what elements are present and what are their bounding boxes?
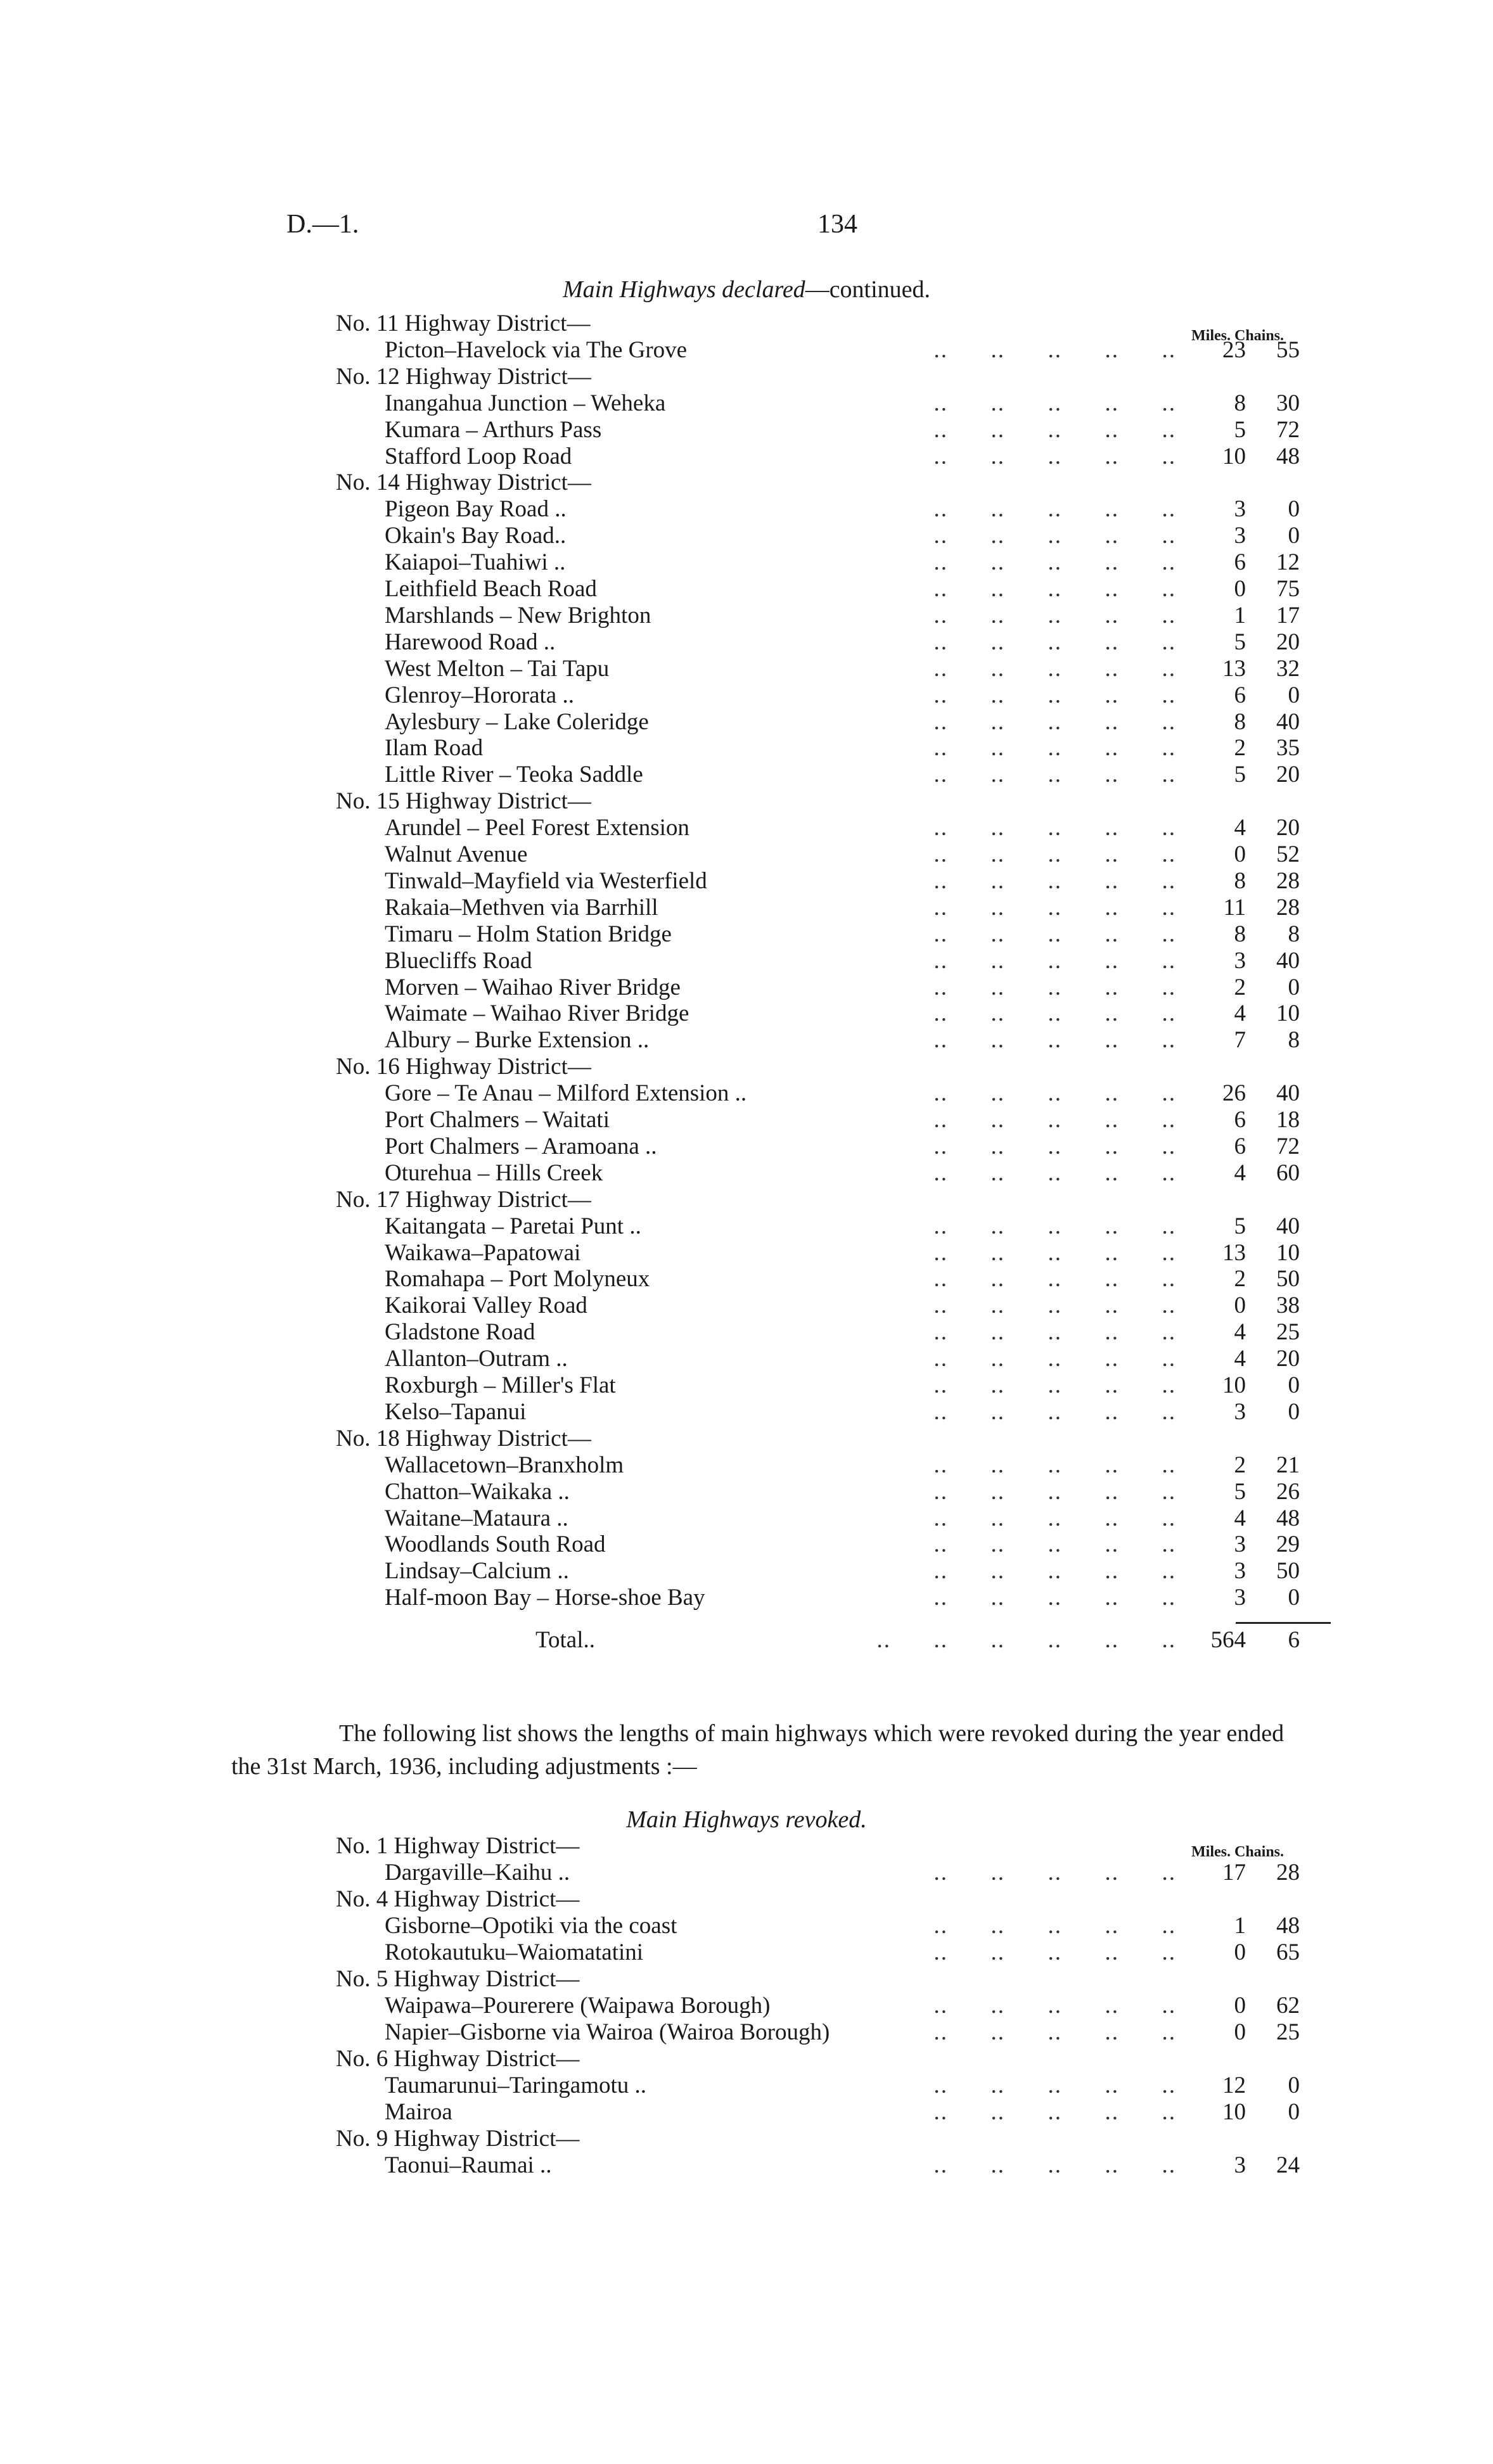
highway-name: Leithfield Beach Road: [385, 576, 597, 602]
highway-name: Waimate – Waihao River Bridge: [385, 1000, 689, 1027]
highway-name: Glenroy–Hororata ..: [385, 682, 574, 708]
miles-value: 11: [1223, 894, 1246, 921]
chains-value: 12: [1276, 549, 1300, 576]
declared-section-title: [0, 276, 1493, 303]
leader-dots: .. .. .. .. ..: [933, 841, 1176, 867]
highway-row: [0, 841, 1493, 868]
miles-value: 6: [1234, 549, 1246, 576]
leader-dots: .. .. .. .. ..: [933, 1000, 1176, 1027]
chains-value: 28: [1276, 894, 1300, 921]
highway-row: [0, 709, 1493, 736]
highway-row: [0, 815, 1493, 841]
leader-dots: .. .. .. .. ..: [933, 2152, 1176, 2178]
leader-dots: .. .. .. .. ..: [933, 1133, 1176, 1159]
chains-value: 10: [1276, 1000, 1300, 1027]
highway-row: [0, 682, 1493, 709]
highway-row: [0, 1993, 1493, 2019]
district-heading-row: [0, 1426, 1493, 1452]
highway-row: [0, 603, 1493, 629]
highway-row: [0, 629, 1493, 656]
highway-name: Tinwald–Mayfield via Westerfield: [385, 867, 707, 894]
highway-row: [0, 1399, 1493, 1426]
miles-value: 2: [1234, 1266, 1246, 1293]
chains-value: 48: [1276, 1505, 1300, 1531]
highway-row: [0, 1160, 1493, 1187]
district-heading-row: [0, 2046, 1493, 2072]
revoked-title-italic: Main Highways revoked.: [626, 1806, 867, 1833]
highway-row: [0, 1860, 1493, 1886]
miles-value: 8: [1234, 708, 1246, 735]
highway-row: [0, 549, 1493, 576]
chains-value: 25: [1276, 1319, 1300, 1346]
chains-value: 28: [1276, 867, 1300, 894]
district-heading-row: [0, 1187, 1493, 1213]
leader-dots: .. .. .. .. ..: [933, 655, 1176, 682]
highway-name: Mairoa: [385, 2099, 452, 2125]
chains-value: 0: [1288, 682, 1300, 708]
highway-row: [0, 868, 1493, 895]
miles-value: 1: [1234, 1913, 1246, 1939]
highway-name: Timaru – Holm Station Bridge: [385, 921, 672, 947]
highway-row: [0, 2152, 1493, 2179]
paragraph-line-2: the 31st March, 1936, including adjustments :—: [231, 1753, 697, 1780]
highway-name: Dargaville–Kaihu ..: [385, 1860, 570, 1886]
miles-value: 13: [1222, 655, 1246, 682]
highway-row: [0, 1531, 1493, 1558]
highway-row: [0, 948, 1493, 974]
miles-value: 3: [1234, 523, 1246, 549]
leader-dots: .. .. .. .. ..: [933, 735, 1176, 762]
miles-value: 12: [1222, 2072, 1246, 2098]
leader-dots: .. .. .. .. ..: [933, 549, 1176, 576]
miles-value: 0: [1234, 576, 1246, 602]
highway-name: Pigeon Bay Road ..: [385, 496, 567, 523]
highway-row: [0, 1913, 1493, 1939]
miles-value: 4: [1234, 1000, 1246, 1027]
leader-dots: .. .. .. .. ..: [933, 523, 1176, 549]
highway-row: [0, 496, 1493, 523]
highway-name: Morven – Waihao River Bridge: [385, 974, 681, 1000]
highway-name: Kaikorai Valley Road: [385, 1293, 587, 1319]
chains-value: 0: [1288, 1398, 1300, 1425]
miles-value: 5: [1234, 762, 1246, 788]
miles-value: 3: [1234, 947, 1246, 974]
leader-dots: .. .. .. .. ..: [933, 1585, 1176, 1611]
chains-value: 35: [1276, 735, 1300, 762]
chains-value: 0: [1288, 523, 1300, 549]
miles-value: 5: [1234, 1478, 1246, 1505]
highway-row: [0, 1479, 1493, 1505]
highway-row: [0, 1505, 1493, 1532]
highway-row: [0, 1452, 1493, 1479]
leader-dots: .. .. .. .. ..: [933, 1939, 1176, 1965]
highway-row: [0, 337, 1493, 364]
district-heading: No. 5 Highway District—: [336, 1966, 580, 1992]
leader-dots: .. .. .. .. ..: [933, 2072, 1176, 2098]
highway-row: [0, 1080, 1493, 1107]
highway-row: [0, 417, 1493, 444]
highway-name: Allanton–Outram ..: [385, 1346, 568, 1372]
highway-row: [0, 1585, 1493, 1611]
chains-value: 0: [1288, 496, 1300, 523]
declared-title-suffix: —continued.: [805, 276, 931, 303]
highway-name: Woodlands South Road: [385, 1531, 606, 1558]
highway-name: Chatton–Waikaka ..: [385, 1478, 570, 1505]
highway-name: Picton–Havelock via The Grove: [385, 336, 688, 363]
highway-row: [0, 390, 1493, 417]
district-heading-row: [0, 1966, 1493, 1993]
district-heading-row: [0, 1886, 1493, 1913]
highway-name: Wallacetown–Branxholm: [385, 1452, 624, 1478]
district-heading: No. 14 Highway District—: [336, 469, 591, 496]
highway-row: [0, 2099, 1493, 2126]
leader-dots: .. .. .. .. ..: [933, 974, 1176, 1000]
highway-row: [0, 1346, 1493, 1372]
miles-value: 7: [1234, 1027, 1246, 1054]
chains-value: 0: [1288, 1372, 1300, 1398]
chains-value: 52: [1276, 841, 1300, 867]
leader-dots: .. .. .. .. ..: [933, 443, 1176, 469]
district-heading: No. 11 Highway District—: [336, 310, 591, 336]
highway-row: [0, 762, 1493, 788]
highway-name: Rotokautuku–Waiomatatini: [385, 1939, 644, 1965]
leader-dots: .. .. .. .. ..: [933, 336, 1176, 363]
chains-value: 8: [1288, 921, 1300, 947]
chains-value: 20: [1276, 629, 1300, 655]
highway-name: Harewood Road ..: [385, 629, 556, 655]
miles-value: 4: [1234, 1319, 1246, 1346]
chains-value: 29: [1276, 1531, 1300, 1558]
highway-row: [0, 444, 1493, 470]
highway-name: Romahapa – Port Molyneux: [385, 1266, 650, 1293]
chains-column-header: Chains.: [1234, 1844, 1285, 1860]
highway-row: [0, 1107, 1493, 1133]
leader-dots: .. .. .. .. ..: [933, 815, 1176, 841]
highway-name: Port Chalmers – Waitati: [385, 1107, 610, 1133]
district-heading: No. 1 Highway District—: [336, 1833, 580, 1859]
highway-row: [0, 1939, 1493, 1966]
miles-value: 2: [1234, 1452, 1246, 1478]
miles-value: 2: [1234, 735, 1246, 762]
miles-value: 4: [1234, 815, 1246, 841]
highway-name: Little River – Teoka Saddle: [385, 762, 643, 788]
highway-row: [0, 1027, 1493, 1054]
leader-dots: .. .. .. .. ..: [933, 1993, 1176, 2019]
leader-dots: .. .. .. .. ..: [933, 602, 1176, 629]
miles-value: 10: [1222, 1372, 1246, 1398]
leader-dots: .. .. .. .. ..: [933, 1478, 1176, 1505]
highway-row: [0, 656, 1493, 682]
miles-value: 10: [1222, 443, 1246, 469]
chains-value: 25: [1276, 2019, 1300, 2045]
leader-dots: .. .. .. .. ..: [933, 1239, 1176, 1266]
highway-name: Bluecliffs Road: [385, 947, 532, 974]
chains-value: 40: [1276, 947, 1300, 974]
chains-value: 10: [1276, 1239, 1300, 1266]
leader-dots: .. .. .. .. ..: [933, 921, 1176, 947]
highway-name: Lindsay–Calcium ..: [385, 1558, 569, 1585]
leader-dots: .. .. .. .. ..: [933, 2019, 1176, 2045]
leader-dots: .. .. .. .. ..: [933, 762, 1176, 788]
highway-name: Ilam Road: [385, 735, 484, 762]
district-heading: No. 12 Highway District—: [336, 363, 591, 390]
revoked-intro-paragraph: [231, 1717, 1400, 1783]
highway-row: [0, 895, 1493, 921]
chains-value: 18: [1276, 1107, 1300, 1133]
highway-name: Stafford Loop Road: [385, 443, 572, 469]
highway-row: [0, 1000, 1493, 1027]
leader-dots: .. .. .. .. ..: [933, 867, 1176, 894]
chains-value: 21: [1276, 1452, 1300, 1478]
highway-row: [0, 1213, 1493, 1240]
highway-name: Kaiapoi–Tuahiwi ..: [385, 549, 566, 576]
district-heading: No. 15 Highway District—: [336, 788, 591, 815]
district-heading-row: [0, 469, 1493, 496]
miles-value: 17: [1222, 1860, 1246, 1886]
leader-dots: .. .. .. .. ..: [933, 708, 1176, 735]
district-heading: No. 18 Highway District—: [336, 1425, 591, 1452]
chains-value: 38: [1276, 1293, 1300, 1319]
miles-value: 3: [1234, 1398, 1246, 1425]
highway-name: Half-moon Bay – Horse-shoe Bay: [385, 1585, 705, 1611]
district-heading-row: [0, 1054, 1493, 1080]
district-heading: No. 6 Highway District—: [336, 2046, 580, 2072]
miles-column-header: Miles.: [1191, 1844, 1231, 1860]
leader-dots: .. .. .. .. ..: [933, 416, 1176, 443]
highway-name: Port Chalmers – Aramoana ..: [385, 1133, 657, 1159]
chains-value: 40: [1276, 708, 1300, 735]
chains-value: 20: [1276, 815, 1300, 841]
miles-value: 1: [1234, 602, 1246, 629]
miles-value: 0: [1234, 1293, 1246, 1319]
chains-value: 0: [1288, 2099, 1300, 2125]
highway-name: Okain's Bay Road..: [385, 523, 567, 549]
leader-dots: .. .. .. .. ..: [933, 1213, 1176, 1239]
highway-name: Inangahua Junction – Weheka: [385, 390, 666, 416]
chains-column-header: Chains.: [1234, 328, 1285, 344]
miles-value: 5: [1234, 629, 1246, 655]
district-heading-row: [0, 310, 1493, 337]
leader-dots: .. .. .. .. ..: [933, 496, 1176, 523]
chains-value: 0: [1288, 1585, 1300, 1611]
leader-dots: .. .. .. .. ..: [933, 1319, 1176, 1346]
highway-name: Gisborne–Opotiki via the coast: [385, 1913, 677, 1939]
declared-title-italic: Main Highways declared: [562, 276, 805, 303]
leader-dots: .. .. .. .. ..: [933, 1293, 1176, 1319]
highway-name: Napier–Gisborne via Wairoa (Wairoa Borough): [385, 2019, 830, 2045]
highway-row: [0, 921, 1493, 948]
chains-value: 26: [1276, 1478, 1300, 1505]
leader-dots: .. .. .. .. ..: [933, 1505, 1176, 1531]
leader-dots: .. .. .. .. ..: [933, 1558, 1176, 1585]
chains-value: 20: [1276, 1346, 1300, 1372]
highway-name: Gore – Te Anau – Milford Extension ..: [385, 1080, 747, 1107]
chains-value: 40: [1276, 1213, 1300, 1239]
total-label: Total..: [535, 1627, 595, 1653]
miles-value: 6: [1234, 682, 1246, 708]
chains-value: 17: [1276, 602, 1300, 629]
chains-value: 20: [1276, 762, 1300, 788]
chains-value: 8: [1288, 1027, 1300, 1054]
chains-value: 40: [1276, 1080, 1300, 1107]
highway-name: Waikawa–Papatowai: [385, 1239, 581, 1266]
highway-name: Waipawa–Pourerere (Waipawa Borough): [385, 1993, 771, 2019]
leader-dots: .. .. .. .. ..: [933, 1913, 1176, 1939]
leader-dots: .. .. .. .. ..: [933, 1159, 1176, 1186]
miles-value: 2: [1234, 974, 1246, 1000]
highway-row: [0, 523, 1493, 549]
leader-dots: .. .. .. .. .. ..: [876, 1627, 1176, 1653]
highway-name: Aylesbury – Lake Coleridge: [385, 708, 649, 735]
miles-value: 0: [1234, 841, 1246, 867]
highway-name: West Melton – Tai Tapu: [385, 655, 610, 682]
miles-value: 3: [1234, 1558, 1246, 1585]
leader-dots: .. .. .. .. ..: [933, 894, 1176, 921]
chains-value: 72: [1276, 1133, 1300, 1159]
highway-name: Roxburgh – Miller's Flat: [385, 1372, 616, 1398]
miles-value: 0: [1234, 2019, 1246, 2045]
leader-dots: .. .. .. .. ..: [933, 1398, 1176, 1425]
page-number: 134: [817, 210, 857, 239]
total-chains: 6: [1288, 1627, 1300, 1653]
chains-value: 60: [1276, 1159, 1300, 1186]
miles-value: 4: [1234, 1346, 1246, 1372]
highway-name: Taumarunui–Taringamotu ..: [385, 2072, 647, 2098]
leader-dots: .. .. .. .. ..: [933, 1266, 1176, 1293]
chains-value: 48: [1276, 1913, 1300, 1939]
highway-row: [0, 735, 1493, 762]
leader-dots: .. .. .. .. ..: [933, 1080, 1176, 1107]
miles-value: 8: [1234, 867, 1246, 894]
leader-dots: .. .. .. .. ..: [933, 1531, 1176, 1558]
highway-name: Albury – Burke Extension ..: [385, 1027, 650, 1054]
document-reference: D.—1.: [286, 210, 359, 239]
miles-value: 5: [1234, 1213, 1246, 1239]
chains-value: 0: [1288, 2072, 1300, 2098]
total-rule: [1236, 1622, 1331, 1624]
leader-dots: .. .. .. .. ..: [933, 576, 1176, 602]
highway-name: Oturehua – Hills Creek: [385, 1159, 603, 1186]
highway-name: Walnut Avenue: [385, 841, 528, 867]
miles-value: 8: [1234, 921, 1246, 947]
highway-name: Kaitangata – Paretai Punt ..: [385, 1213, 641, 1239]
highway-name: Taonui–Raumai ..: [385, 2152, 552, 2178]
paragraph-line-1: The following list shows the lengths of main highways which were revoked during the year ended: [339, 1720, 1285, 1747]
leader-dots: .. .. .. .. ..: [933, 390, 1176, 416]
leader-dots: .. .. .. .. ..: [933, 1452, 1176, 1478]
leader-dots: .. .. .. .. ..: [933, 682, 1176, 708]
leader-dots: .. .. .. .. ..: [933, 1860, 1176, 1886]
miles-value: 3: [1234, 2152, 1246, 2178]
chains-value: 32: [1276, 655, 1300, 682]
miles-value: 13: [1222, 1239, 1246, 1266]
miles-value: 3: [1234, 496, 1246, 523]
highway-name: Marshlands – New Brighton: [385, 602, 651, 629]
highway-row: [0, 1319, 1493, 1346]
highway-name: Gladstone Road: [385, 1319, 535, 1346]
miles-value: 23: [1222, 336, 1246, 363]
district-heading: No. 9 Highway District—: [336, 2126, 580, 2152]
district-heading-row: [0, 1833, 1493, 1860]
chains-value: 72: [1276, 416, 1300, 443]
chains-value: 55: [1276, 336, 1300, 363]
total-row: [0, 1627, 1493, 1654]
chains-value: 28: [1276, 1860, 1300, 1886]
highway-name: Rakaia–Methven via Barrhill: [385, 894, 658, 921]
district-heading-row: [0, 788, 1493, 815]
highway-name: Kelso–Tapanui: [385, 1398, 527, 1425]
chains-value: 30: [1276, 390, 1300, 416]
miles-value: 26: [1222, 1080, 1246, 1107]
miles-value: 8: [1234, 390, 1246, 416]
total-miles: 564: [1210, 1627, 1246, 1653]
miles-column-header: Miles.: [1191, 328, 1231, 344]
highway-row: [0, 1240, 1493, 1267]
leader-dots: .. .. .. .. ..: [933, 947, 1176, 974]
miles-value: 0: [1234, 1939, 1246, 1965]
district-heading-row: [0, 364, 1493, 390]
leader-dots: .. .. .. .. ..: [933, 2099, 1176, 2125]
leader-dots: .. .. .. .. ..: [933, 629, 1176, 655]
highway-row: [0, 1133, 1493, 1160]
revoked-section-title: [0, 1806, 1493, 1834]
highway-name: Waitane–Mataura ..: [385, 1505, 568, 1531]
district-heading-row: [0, 2126, 1493, 2152]
highway-name: Arundel – Peel Forest Extension: [385, 815, 689, 841]
miles-value: 6: [1234, 1133, 1246, 1159]
miles-value: 6: [1234, 1107, 1246, 1133]
highway-row: [0, 1372, 1493, 1399]
miles-value: 4: [1234, 1159, 1246, 1186]
district-heading: No. 16 Highway District—: [336, 1054, 591, 1080]
miles-value: 10: [1222, 2099, 1246, 2125]
chains-value: 50: [1276, 1558, 1300, 1585]
chains-value: 62: [1276, 1993, 1300, 2019]
leader-dots: .. .. .. .. ..: [933, 1107, 1176, 1133]
highway-name: Kumara – Arthurs Pass: [385, 416, 602, 443]
leader-dots: .. .. .. .. ..: [933, 1372, 1176, 1398]
chains-value: 65: [1276, 1939, 1300, 1965]
highway-row: [0, 1266, 1493, 1293]
highway-row: [0, 1558, 1493, 1585]
highway-row: [0, 1293, 1493, 1319]
leader-dots: .. .. .. .. ..: [933, 1346, 1176, 1372]
chains-value: 48: [1276, 443, 1300, 469]
highway-row: [0, 576, 1493, 603]
chains-value: 75: [1276, 576, 1300, 602]
highway-row: [0, 974, 1493, 1001]
miles-value: 3: [1234, 1585, 1246, 1611]
district-heading: No. 17 Highway District—: [336, 1186, 591, 1213]
highway-row: [0, 2019, 1493, 2046]
district-heading: No. 4 Highway District—: [336, 1886, 580, 1912]
highway-row: [0, 2072, 1493, 2099]
miles-value: 4: [1234, 1505, 1246, 1531]
chains-value: 0: [1288, 974, 1300, 1000]
miles-value: 3: [1234, 1531, 1246, 1558]
miles-value: 5: [1234, 416, 1246, 443]
chains-value: 50: [1276, 1266, 1300, 1293]
chains-value: 24: [1276, 2152, 1300, 2178]
miles-value: 0: [1234, 1993, 1246, 2019]
leader-dots: .. .. .. .. ..: [933, 1027, 1176, 1054]
